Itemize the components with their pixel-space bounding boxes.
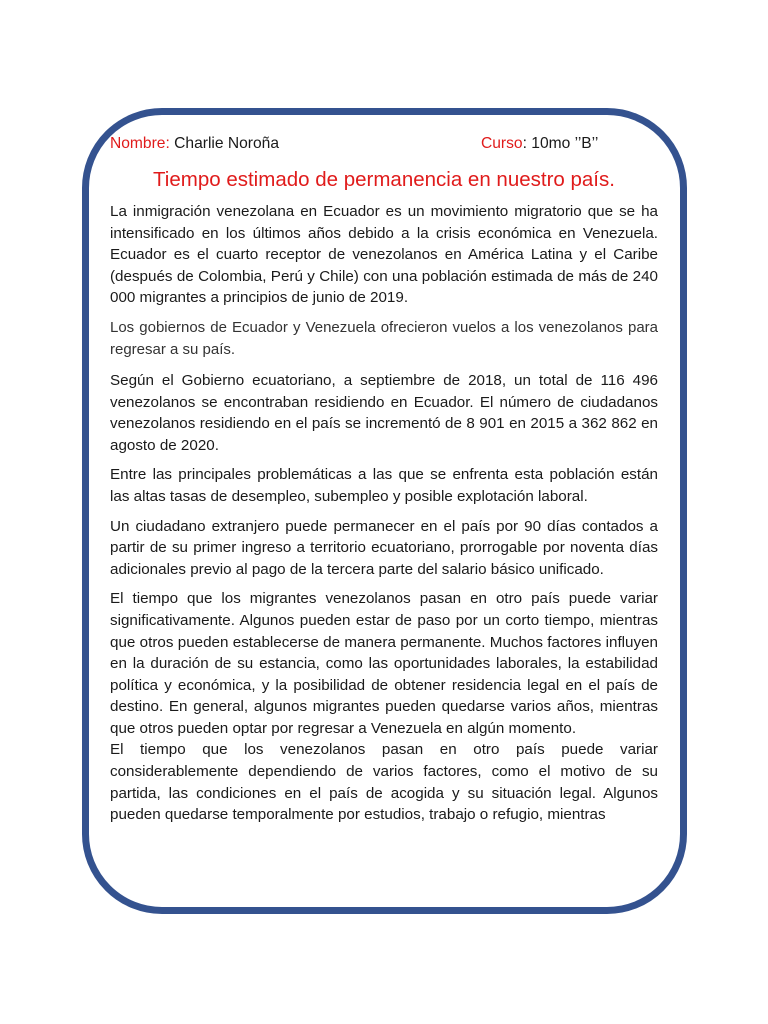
header-row (110, 133, 658, 155)
name-value: Charlie Noroña (174, 135, 280, 152)
paragraph-intro: La inmigración venezolana en Ecuador es un movimiento migratorio que se ha intensificado en los últimos años debido a la crisis económica en Venezuela. Ecuador es el cuarto receptor de venezolanos en América Latina y el Caribe (después de Colombia, Perú y Chile) con una población estimada de más de 240 000 migrantes a principios de junio de 2019. (110, 203, 658, 307)
paragraph-flights: Los gobiernos de Ecuador y Venezuela ofrecieron vuelos a los venezolanos para regresar a su país. (110, 318, 658, 358)
course-value: 10mo ’’B’’ (531, 135, 599, 152)
student-name (110, 133, 279, 155)
course (481, 133, 598, 155)
name-label: Nombre: (110, 135, 170, 152)
document-content (110, 133, 658, 898)
paragraph-duration: El tiempo que los migrantes venezolanos pasan en otro país puede variar significativamente. Algunos pueden estar de paso por un corto tiempo, mientras que otros pueden establecerse de manera permanente. Muchos factores influyen en la duración de su estancia, como las oportunidades laborales, la estabilidad política y económica, y la posibilidad de obtener residencia legal en el país de destino. En general, algunos migrantes pueden quedarse varios años, mientras que otros pueden optar por regresar a Venezuela en algún momento. (110, 590, 658, 737)
paragraph-factors: El tiempo que los venezolanos pasan en otro país puede variar considerablemente dependiendo de varios factores, como el motivo de su partida, las condiciones en el país de acogida y su situación legal. Algunos pueden quedarse temporalmente por estudios, trabajo o refugio, mientras (110, 741, 658, 824)
paragraph-statistics: Según el Gobierno ecuatoriano, a septiembre de 2018, un total de 116 496 venezolanos se encontraban residiendo en Ecuador. El número de ciudadanos venezolanos residiendo en el país se incrementó de 8 901 en 2015 a 362 862 en agosto de 2020. (110, 371, 658, 454)
course-separator: : (522, 135, 527, 152)
paragraph-problems: Entre las principales problemáticas a las que se enfrenta esta población están las altas tasas de desempleo, subempleo y posible explotación laboral. (110, 466, 658, 505)
page-title: Tiempo estimado de permanencia en nuestro país. (153, 168, 615, 191)
paragraph-residency-rules: Un ciudadano extranjero puede permanecer en el país por 90 días contados a partir de su primer ingreso a territorio ecuatoriano, prorrogable por noventa días adicionales previo al pago de la tercera parte del salario básico unificado. (110, 517, 658, 578)
course-label: Curso (481, 135, 523, 152)
